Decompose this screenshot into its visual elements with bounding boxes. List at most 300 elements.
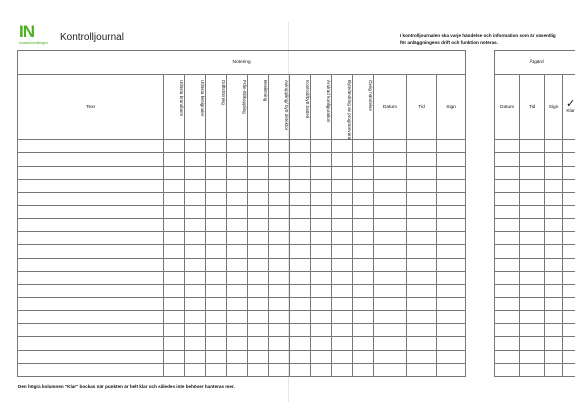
table-cell[interactable] (437, 311, 466, 324)
table-cell[interactable] (269, 337, 290, 350)
table-cell[interactable] (520, 284, 545, 297)
table-cell[interactable] (407, 271, 437, 284)
table-cell[interactable] (290, 153, 311, 166)
table-cell[interactable] (185, 166, 206, 179)
table-cell[interactable] (206, 311, 227, 324)
table-cell[interactable] (248, 363, 269, 376)
table-cell[interactable] (185, 324, 206, 337)
table-cell[interactable] (374, 192, 407, 205)
table-cell[interactable] (374, 205, 407, 218)
table-cell[interactable] (269, 179, 290, 192)
table-cell[interactable] (311, 363, 332, 376)
table-cell[interactable] (227, 140, 248, 153)
table-cell[interactable] (332, 337, 353, 350)
table-cell[interactable] (495, 271, 520, 284)
table-cell[interactable] (495, 363, 520, 376)
table-cell[interactable] (407, 166, 437, 179)
table-cell[interactable] (437, 297, 466, 310)
table-cell[interactable] (545, 271, 563, 284)
table-cell[interactable] (206, 337, 227, 350)
table-cell[interactable] (248, 324, 269, 337)
table-cell[interactable] (206, 179, 227, 192)
table-cell[interactable] (227, 363, 248, 376)
table-cell[interactable] (18, 140, 164, 153)
table-cell[interactable] (185, 311, 206, 324)
table-cell[interactable] (311, 140, 332, 153)
table-cell[interactable] (545, 337, 563, 350)
table-cell[interactable] (545, 232, 563, 245)
table-cell[interactable] (185, 284, 206, 297)
table-cell[interactable] (353, 245, 374, 258)
table-cell[interactable] (545, 363, 563, 376)
table-cell[interactable] (332, 297, 353, 310)
table-cell[interactable] (495, 324, 520, 337)
table-cell[interactable] (437, 140, 466, 153)
table-cell[interactable] (545, 284, 563, 297)
table-cell[interactable] (563, 297, 575, 310)
table-cell[interactable] (407, 140, 437, 153)
table-cell[interactable] (269, 311, 290, 324)
table-cell[interactable] (290, 284, 311, 297)
table-cell[interactable] (311, 219, 332, 232)
table-cell[interactable] (407, 297, 437, 310)
table-cell[interactable] (520, 179, 545, 192)
table-cell[interactable] (495, 350, 520, 363)
table-cell[interactable] (332, 311, 353, 324)
table-cell[interactable] (374, 363, 407, 376)
table-cell[interactable] (18, 166, 164, 179)
table-cell[interactable] (495, 258, 520, 271)
table-cell[interactable] (437, 284, 466, 297)
table-cell[interactable] (353, 284, 374, 297)
table-cell[interactable] (269, 140, 290, 153)
table-cell[interactable] (290, 219, 311, 232)
table-cell[interactable] (227, 153, 248, 166)
table-cell[interactable] (164, 245, 185, 258)
table-cell[interactable] (545, 205, 563, 218)
table-cell[interactable] (248, 311, 269, 324)
table-cell[interactable] (495, 245, 520, 258)
table-cell[interactable] (563, 205, 575, 218)
table-cell[interactable] (269, 324, 290, 337)
table-cell[interactable] (407, 324, 437, 337)
table-cell[interactable] (495, 284, 520, 297)
table-cell[interactable] (227, 350, 248, 363)
table-cell[interactable] (374, 245, 407, 258)
table-cell[interactable] (520, 219, 545, 232)
table-cell[interactable] (248, 232, 269, 245)
table-cell[interactable] (185, 258, 206, 271)
table-cell[interactable] (545, 324, 563, 337)
table-cell[interactable] (407, 350, 437, 363)
table-cell[interactable] (164, 311, 185, 324)
table-cell[interactable] (290, 166, 311, 179)
table-cell[interactable] (18, 350, 164, 363)
table-cell[interactable] (206, 350, 227, 363)
table-cell[interactable] (290, 311, 311, 324)
table-cell[interactable] (227, 245, 248, 258)
table-cell[interactable] (353, 140, 374, 153)
table-cell[interactable] (206, 258, 227, 271)
table-cell[interactable] (227, 179, 248, 192)
table-cell[interactable] (269, 153, 290, 166)
table-cell[interactable] (407, 363, 437, 376)
table-cell[interactable] (164, 337, 185, 350)
table-cell[interactable] (437, 219, 466, 232)
table-cell[interactable] (227, 232, 248, 245)
table-cell[interactable] (248, 271, 269, 284)
table-cell[interactable] (353, 219, 374, 232)
table-cell[interactable] (269, 271, 290, 284)
table-cell[interactable] (374, 140, 407, 153)
table-cell[interactable] (248, 245, 269, 258)
table-cell[interactable] (269, 205, 290, 218)
table-cell[interactable] (164, 232, 185, 245)
table-cell[interactable] (545, 311, 563, 324)
table-cell[interactable] (311, 192, 332, 205)
table-cell[interactable] (353, 166, 374, 179)
table-cell[interactable] (353, 271, 374, 284)
table-cell[interactable] (227, 258, 248, 271)
table-cell[interactable] (227, 166, 248, 179)
table-cell[interactable] (18, 324, 164, 337)
table-cell[interactable] (407, 337, 437, 350)
table-cell[interactable] (185, 363, 206, 376)
table-cell[interactable] (437, 179, 466, 192)
table-cell[interactable] (545, 350, 563, 363)
table-cell[interactable] (18, 192, 164, 205)
table-cell[interactable] (311, 166, 332, 179)
table-cell[interactable] (407, 232, 437, 245)
table-cell[interactable] (407, 245, 437, 258)
table-cell[interactable] (248, 166, 269, 179)
table-cell[interactable] (164, 271, 185, 284)
table-cell[interactable] (164, 205, 185, 218)
table-cell[interactable] (290, 258, 311, 271)
table-cell[interactable] (495, 297, 520, 310)
table-cell[interactable] (206, 192, 227, 205)
table-cell[interactable] (185, 297, 206, 310)
table-cell[interactable] (18, 297, 164, 310)
table-cell[interactable] (290, 232, 311, 245)
table-cell[interactable] (18, 245, 164, 258)
table-cell[interactable] (495, 192, 520, 205)
table-cell[interactable] (332, 153, 353, 166)
table-cell[interactable] (407, 311, 437, 324)
table-cell[interactable] (545, 245, 563, 258)
table-cell[interactable] (18, 179, 164, 192)
table-cell[interactable] (164, 219, 185, 232)
table-cell[interactable] (206, 324, 227, 337)
table-cell[interactable] (290, 192, 311, 205)
table-cell[interactable] (206, 232, 227, 245)
table-cell[interactable] (437, 245, 466, 258)
table-cell[interactable] (520, 166, 545, 179)
table-cell[interactable] (407, 258, 437, 271)
table-cell[interactable] (520, 350, 545, 363)
table-cell[interactable] (290, 297, 311, 310)
table-cell[interactable] (269, 192, 290, 205)
table-cell[interactable] (563, 166, 575, 179)
table-cell[interactable] (185, 232, 206, 245)
table-cell[interactable] (185, 205, 206, 218)
table-cell[interactable] (206, 205, 227, 218)
table-cell[interactable] (227, 284, 248, 297)
table-cell[interactable] (227, 192, 248, 205)
table-cell[interactable] (185, 140, 206, 153)
table-cell[interactable] (290, 337, 311, 350)
table-cell[interactable] (353, 350, 374, 363)
table-cell[interactable] (353, 363, 374, 376)
table-cell[interactable] (269, 258, 290, 271)
table-cell[interactable] (437, 324, 466, 337)
table-cell[interactable] (563, 363, 575, 376)
table-cell[interactable] (185, 245, 206, 258)
table-cell[interactable] (185, 337, 206, 350)
table-cell[interactable] (290, 245, 311, 258)
table-cell[interactable] (227, 271, 248, 284)
table-cell[interactable] (520, 363, 545, 376)
table-cell[interactable] (353, 311, 374, 324)
table-cell[interactable] (563, 324, 575, 337)
table-cell[interactable] (353, 179, 374, 192)
table-cell[interactable] (206, 219, 227, 232)
table-cell[interactable] (374, 297, 407, 310)
table-cell[interactable] (520, 337, 545, 350)
table-cell[interactable] (227, 311, 248, 324)
table-cell[interactable] (311, 337, 332, 350)
table-cell[interactable] (353, 258, 374, 271)
table-cell[interactable] (563, 258, 575, 271)
table-cell[interactable] (18, 271, 164, 284)
table-cell[interactable] (374, 219, 407, 232)
table-cell[interactable] (332, 350, 353, 363)
table-cell[interactable] (185, 153, 206, 166)
table-cell[interactable] (248, 179, 269, 192)
table-cell[interactable] (437, 232, 466, 245)
table-cell[interactable] (164, 166, 185, 179)
table-cell[interactable] (332, 271, 353, 284)
table-cell[interactable] (290, 140, 311, 153)
table-cell[interactable] (164, 363, 185, 376)
table-cell[interactable] (374, 232, 407, 245)
table-cell[interactable] (206, 363, 227, 376)
table-cell[interactable] (437, 271, 466, 284)
table-cell[interactable] (332, 219, 353, 232)
table-cell[interactable] (563, 337, 575, 350)
table-cell[interactable] (353, 297, 374, 310)
table-cell[interactable] (545, 140, 563, 153)
table-cell[interactable] (495, 337, 520, 350)
table-cell[interactable] (164, 297, 185, 310)
table-cell[interactable] (520, 271, 545, 284)
table-cell[interactable] (332, 205, 353, 218)
table-cell[interactable] (332, 166, 353, 179)
table-cell[interactable] (164, 179, 185, 192)
table-cell[interactable] (206, 297, 227, 310)
table-cell[interactable] (545, 192, 563, 205)
table-cell[interactable] (520, 245, 545, 258)
table-cell[interactable] (18, 258, 164, 271)
table-cell[interactable] (374, 350, 407, 363)
table-cell[interactable] (248, 337, 269, 350)
table-cell[interactable] (248, 219, 269, 232)
table-cell[interactable] (311, 324, 332, 337)
table-cell[interactable] (407, 179, 437, 192)
table-cell[interactable] (164, 140, 185, 153)
table-cell[interactable] (563, 284, 575, 297)
table-cell[interactable] (18, 219, 164, 232)
table-cell[interactable] (227, 297, 248, 310)
table-cell[interactable] (311, 232, 332, 245)
table-cell[interactable] (545, 179, 563, 192)
table-cell[interactable] (407, 205, 437, 218)
table-cell[interactable] (407, 153, 437, 166)
table-cell[interactable] (437, 153, 466, 166)
table-cell[interactable] (18, 337, 164, 350)
table-cell[interactable] (311, 350, 332, 363)
table-cell[interactable] (18, 311, 164, 324)
table-cell[interactable] (563, 232, 575, 245)
table-cell[interactable] (248, 297, 269, 310)
table-cell[interactable] (227, 337, 248, 350)
table-cell[interactable] (563, 219, 575, 232)
table-cell[interactable] (269, 297, 290, 310)
table-cell[interactable] (520, 324, 545, 337)
table-cell[interactable] (185, 179, 206, 192)
table-cell[interactable] (248, 258, 269, 271)
table-cell[interactable] (164, 324, 185, 337)
table-cell[interactable] (164, 350, 185, 363)
table-cell[interactable] (311, 258, 332, 271)
table-cell[interactable] (311, 271, 332, 284)
table-cell[interactable] (206, 166, 227, 179)
table-cell[interactable] (374, 324, 407, 337)
table-cell[interactable] (185, 350, 206, 363)
table-cell[interactable] (332, 258, 353, 271)
table-cell[interactable] (545, 153, 563, 166)
table-cell[interactable] (311, 311, 332, 324)
table-cell[interactable] (495, 153, 520, 166)
table-cell[interactable] (545, 166, 563, 179)
table-cell[interactable] (269, 219, 290, 232)
table-cell[interactable] (520, 232, 545, 245)
table-cell[interactable] (437, 205, 466, 218)
table-cell[interactable] (311, 284, 332, 297)
table-cell[interactable] (290, 179, 311, 192)
table-cell[interactable] (18, 284, 164, 297)
table-cell[interactable] (164, 258, 185, 271)
table-cell[interactable] (353, 324, 374, 337)
table-cell[interactable] (290, 271, 311, 284)
table-cell[interactable] (332, 363, 353, 376)
table-cell[interactable] (311, 205, 332, 218)
table-cell[interactable] (206, 245, 227, 258)
table-cell[interactable] (269, 363, 290, 376)
table-cell[interactable] (185, 192, 206, 205)
table-cell[interactable] (495, 140, 520, 153)
table-cell[interactable] (353, 337, 374, 350)
table-cell[interactable] (290, 324, 311, 337)
table-cell[interactable] (332, 324, 353, 337)
table-cell[interactable] (248, 284, 269, 297)
table-cell[interactable] (495, 232, 520, 245)
table-cell[interactable] (437, 192, 466, 205)
table-cell[interactable] (332, 140, 353, 153)
table-cell[interactable] (248, 205, 269, 218)
table-cell[interactable] (374, 179, 407, 192)
table-cell[interactable] (353, 192, 374, 205)
table-cell[interactable] (563, 153, 575, 166)
table-cell[interactable] (437, 337, 466, 350)
table-cell[interactable] (332, 245, 353, 258)
table-cell[interactable] (164, 284, 185, 297)
table-cell[interactable] (290, 205, 311, 218)
table-cell[interactable] (495, 205, 520, 218)
table-cell[interactable] (520, 311, 545, 324)
table-cell[interactable] (227, 205, 248, 218)
table-cell[interactable] (311, 179, 332, 192)
table-cell[interactable] (437, 350, 466, 363)
table-cell[interactable] (563, 245, 575, 258)
table-cell[interactable] (332, 284, 353, 297)
table-cell[interactable] (248, 140, 269, 153)
table-cell[interactable] (563, 271, 575, 284)
table-cell[interactable] (248, 153, 269, 166)
table-cell[interactable] (495, 179, 520, 192)
table-cell[interactable] (374, 271, 407, 284)
table-cell[interactable] (374, 337, 407, 350)
table-cell[interactable] (520, 192, 545, 205)
table-cell[interactable] (206, 140, 227, 153)
table-cell[interactable] (290, 350, 311, 363)
table-cell[interactable] (374, 153, 407, 166)
table-cell[interactable] (353, 232, 374, 245)
table-cell[interactable] (495, 166, 520, 179)
table-cell[interactable] (437, 166, 466, 179)
table-cell[interactable] (269, 245, 290, 258)
table-cell[interactable] (407, 284, 437, 297)
table-cell[interactable] (563, 179, 575, 192)
table-cell[interactable] (164, 192, 185, 205)
table-cell[interactable] (311, 153, 332, 166)
table-cell[interactable] (206, 284, 227, 297)
table-cell[interactable] (374, 166, 407, 179)
table-cell[interactable] (545, 258, 563, 271)
table-cell[interactable] (18, 363, 164, 376)
table-cell[interactable] (353, 153, 374, 166)
table-cell[interactable] (495, 311, 520, 324)
table-cell[interactable] (495, 219, 520, 232)
table-cell[interactable] (437, 258, 466, 271)
table-cell[interactable] (185, 219, 206, 232)
table-cell[interactable] (206, 271, 227, 284)
table-cell[interactable] (407, 192, 437, 205)
table-cell[interactable] (311, 297, 332, 310)
table-cell[interactable] (563, 311, 575, 324)
table-cell[interactable] (269, 232, 290, 245)
table-cell[interactable] (311, 245, 332, 258)
table-cell[interactable] (437, 363, 466, 376)
table-cell[interactable] (332, 192, 353, 205)
table-cell[interactable] (185, 271, 206, 284)
table-cell[interactable] (563, 192, 575, 205)
table-cell[interactable] (206, 153, 227, 166)
table-cell[interactable] (407, 219, 437, 232)
table-cell[interactable] (18, 205, 164, 218)
table-cell[interactable] (520, 258, 545, 271)
table-cell[interactable] (353, 205, 374, 218)
